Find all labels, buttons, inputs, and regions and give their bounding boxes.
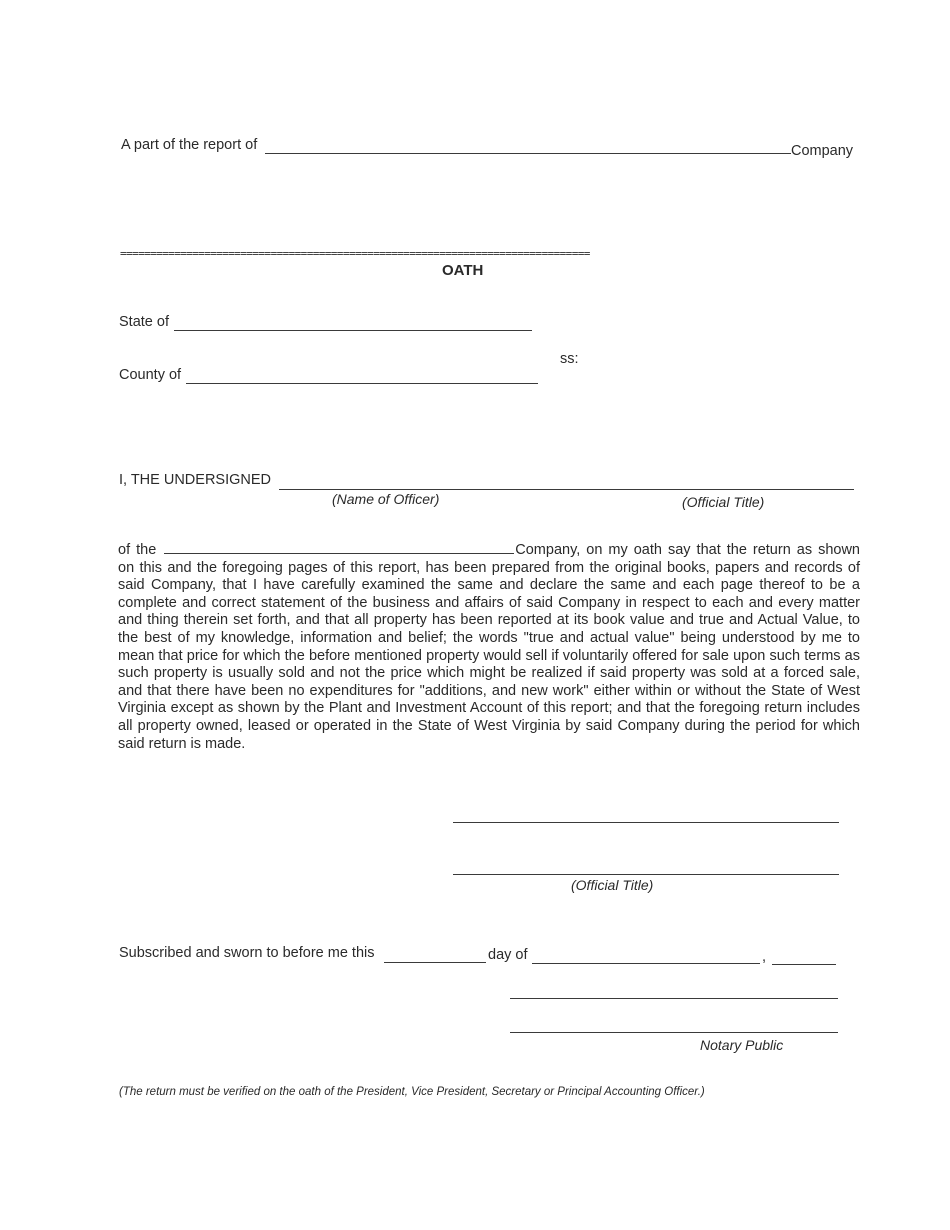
verification-footnote: (The return must be verified on the oath of the President, Vice President, Secretary or Principal Accounting Officer.)	[119, 1086, 705, 1098]
signer-title-line[interactable]	[453, 874, 839, 875]
month-field[interactable]	[532, 963, 760, 964]
day-of-label: day of	[488, 947, 528, 963]
oath-title: OATH	[442, 262, 484, 279]
year-field[interactable]	[772, 964, 836, 965]
notary-name-line[interactable]	[510, 1032, 838, 1033]
report-of-label: A part of the report of	[121, 137, 258, 153]
day-field[interactable]	[384, 962, 486, 963]
county-field[interactable]	[186, 383, 538, 384]
officer-name-title-field[interactable]	[279, 489, 854, 490]
of-the-label: of the	[118, 542, 157, 558]
separator-line: ==============================================================================	[120, 247, 590, 260]
signature-line[interactable]	[453, 822, 839, 823]
state-label: State of	[119, 314, 169, 330]
signature-official-title-caption: (Official Title)	[571, 877, 654, 893]
notary-public-caption: Notary Public	[700, 1037, 784, 1053]
notary-signature-line[interactable]	[510, 998, 838, 999]
oath-statement	[118, 541, 860, 753]
company-name-inline-field[interactable]	[164, 541, 514, 554]
company-name-field[interactable]	[265, 153, 791, 154]
undersigned-label: I, THE UNDERSIGNED	[119, 472, 272, 488]
ss-label: ss:	[560, 351, 579, 367]
county-label: County of	[119, 367, 182, 383]
official-title-caption: (Official Title)	[682, 494, 765, 510]
state-field[interactable]	[174, 330, 532, 331]
oath-body-text: Company, on my oath say that the return as shown on this and the foregoing pages of this report, has been prepared from the original books, papers and records of said Company, that I have carefully examined the same and declare the same and each page thereof to be a complete and correct statement of the business and affairs of said Company in respect to each and every matter and thing therein set forth, and that all property has been reported at its book value and true and Actual Value, to the best of my knowledge, information and belief; the words "true and actual value" being understood by me to mean that price for which the before mentioned property would sell if voluntarily offered for sale upon such terms as such property is usually sold and not the price which might be realized if said property was sold at a forced sale, and that there have been no expenditures for "additions, and new work" either within or without the State of West Virginia except as shown by the Plant and Investment Account of this report; and that the foregoing return includes all property owned, leased or operated in the State of West Virginia by said Company during the period for which said return is made.	[118, 542, 860, 752]
sworn-prefix: Subscribed and sworn to before me this	[119, 945, 375, 961]
company-suffix-label: Company	[791, 143, 854, 159]
comma-separator: ,	[762, 949, 767, 965]
name-of-officer-caption: (Name of Officer)	[332, 491, 440, 507]
